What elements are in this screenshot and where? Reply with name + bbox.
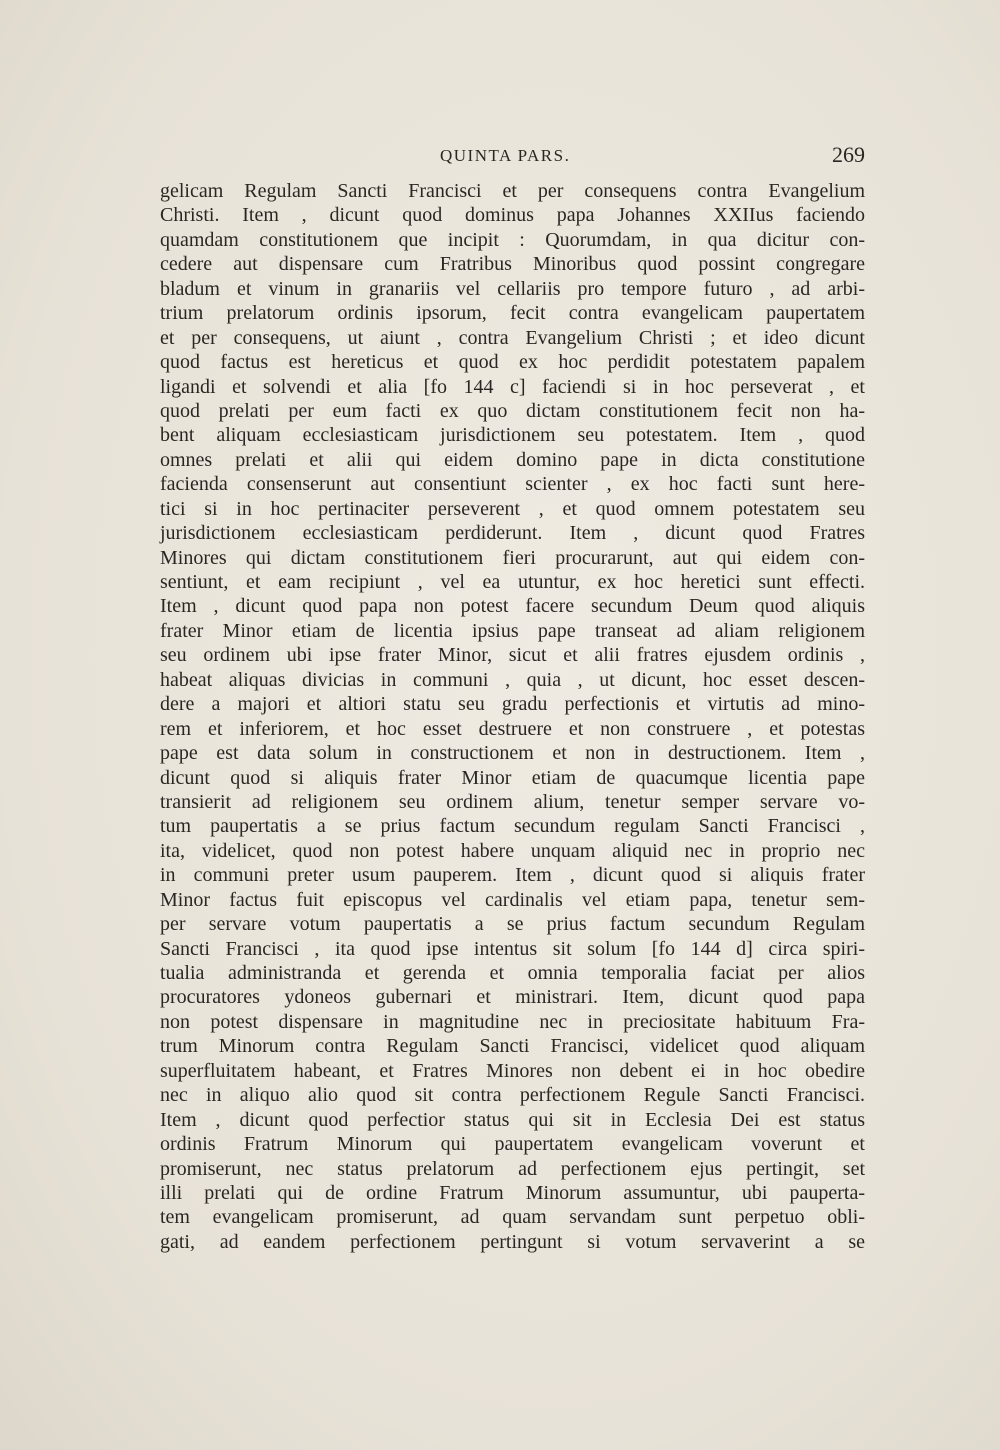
text-line: Item , dicunt quod papa non potest facere secundum Deum quod aliquis [160, 595, 865, 618]
text-line: trium prelatorum ordinis ipsorum, fecit contra evangelicam paupertatem [160, 302, 865, 325]
text-line: pape est data solum in constructionem et non in destructionem. Item , [160, 742, 865, 765]
text-line: Minor factus fuit episcopus vel cardinalis vel etiam papa, tenetur sem- [160, 888, 865, 911]
text-line: non potest dispensare in magnitudine nec in preciositate habituum Fra- [160, 1010, 865, 1033]
text-line: promiserunt, nec status prelatorum ad perfectionem ejus pertingit, set [160, 1157, 865, 1180]
text-line: gelicam Regulam Sancti Francisci et per consequens contra Evangelium [160, 180, 865, 202]
running-title: QUINTA PARS. [440, 146, 571, 165]
text-line: Sancti Francisci , ita quod ipse intentus sit solum [fo 144 d] circa spiri- [160, 937, 865, 960]
page-number: 269 [832, 142, 865, 167]
text-line: quod factus est hereticus et quod ex hoc perdidit potestatem papalem [160, 351, 865, 374]
text-line: gati, ad eandem perfectionem pertingunt si votum servaverint a se [160, 1230, 865, 1253]
text-line: et per consequens, ut aiunt , contra Evangelium Christi ; et ideo dicunt [160, 326, 865, 349]
text-line: rem et inferiorem, et hoc esset destruere et non construere , et potestas [160, 717, 865, 740]
text-line: sentiunt, et eam recipiunt , vel ea utuntur, ex hoc heretici sunt effecti. [160, 571, 865, 593]
body-text [160, 179, 865, 1254]
text-line: tici si in hoc pertinaciter perseverent , et quod omnem potestatem seu [160, 497, 865, 520]
text-line: facienda consenserunt aut consentiunt scienter , ex hoc facti sunt here- [160, 473, 865, 496]
text-line: bent aliquam ecclesiasticam jurisdictionem seu potestatem. Item , quod [160, 424, 865, 447]
text-line: tualia administranda et gerenda et omnia temporalia faciat per alios [160, 962, 865, 984]
page-header [160, 142, 865, 172]
text-line: jurisdictionem ecclesiasticam perdiderunt. Item , dicunt quod Fratres [160, 522, 865, 545]
text-line: superfluitatem habeant, et Fratres Minores non debent ei in hoc obedire [160, 1059, 865, 1082]
text-line: dicunt quod si aliquis frater Minor etiam de quacumque licentia pape [160, 766, 865, 789]
text-line: procuratores ydoneos gubernari et ministrari. Item, dicunt quod papa [160, 986, 865, 1009]
text-line: seu ordinem ubi ipse frater Minor, sicut et alii fratres ejusdem ordinis , [160, 644, 865, 667]
text-line: bladum et vinum in granariis vel cellariis pro tempore futuro , ad arbi- [160, 277, 865, 300]
text-line: illi prelati qui de ordine Fratrum Minorum assumuntur, ubi pauperta- [160, 1181, 865, 1204]
text-line: frater Minor etiam de licentia ipsius pape transeat ad aliam religionem [160, 619, 865, 642]
text-line: cedere aut dispensare cum Fratribus Minoribus quod possint congregare [160, 253, 865, 276]
text-line: in communi preter usum pauperem. Item , dicunt quod si aliquis frater [160, 864, 865, 887]
text-line: habeat aliquas divicias in communi , quia , ut dicunt, hoc esset descen- [160, 668, 865, 691]
text-line: transierit ad religionem seu ordinem alium, tenetur semper servare vo- [160, 790, 865, 813]
text-line: per servare votum paupertatis a se prius factum secundum Regulam [160, 913, 865, 936]
text-line: tum paupertatis a se prius factum secundum regulam Sancti Francisci , [160, 815, 865, 838]
text-line: quamdam constitutionem que incipit : Quorumdam, in qua dicitur con- [160, 228, 865, 251]
text-line: dere a majori et altiori statu seu gradu perfectionis et virtutis ad mino- [160, 693, 865, 716]
text-line: Item , dicunt quod perfectior status qui sit in Ecclesia Dei est status [160, 1108, 865, 1131]
text-line: trum Minorum contra Regulam Sancti Francisci, videlicet quod aliquam [160, 1035, 865, 1058]
text-line: omnes prelati et alii qui eidem domino pape in dicta constitutione [160, 448, 865, 471]
text-line: Minores qui dictam constitutionem fieri procurarunt, aut qui eidem con- [160, 546, 865, 569]
text-line: ordinis Fratrum Minorum qui paupertatem evangelicam voverunt et [160, 1133, 865, 1156]
text-line: tem evangelicam promiserunt, ad quam servandam sunt perpetuo obli- [160, 1206, 865, 1229]
text-line: quod prelati per eum facti ex quo dictam constitutionem fecit non ha- [160, 399, 865, 422]
text-line: nec in aliquo alio quod sit contra perfectionem Regule Sancti Francisci. [160, 1084, 865, 1107]
text-line: ligandi et solvendi et alia [fo 144 c] faciendi si in hoc perseverat , et [160, 375, 865, 398]
text-line: Christi. Item , dicunt quod dominus papa Johannes XXIIus faciendo [160, 204, 865, 227]
text-line: ita, videlicet, quod non potest habere unquam aliquid nec in proprio nec [160, 839, 865, 862]
